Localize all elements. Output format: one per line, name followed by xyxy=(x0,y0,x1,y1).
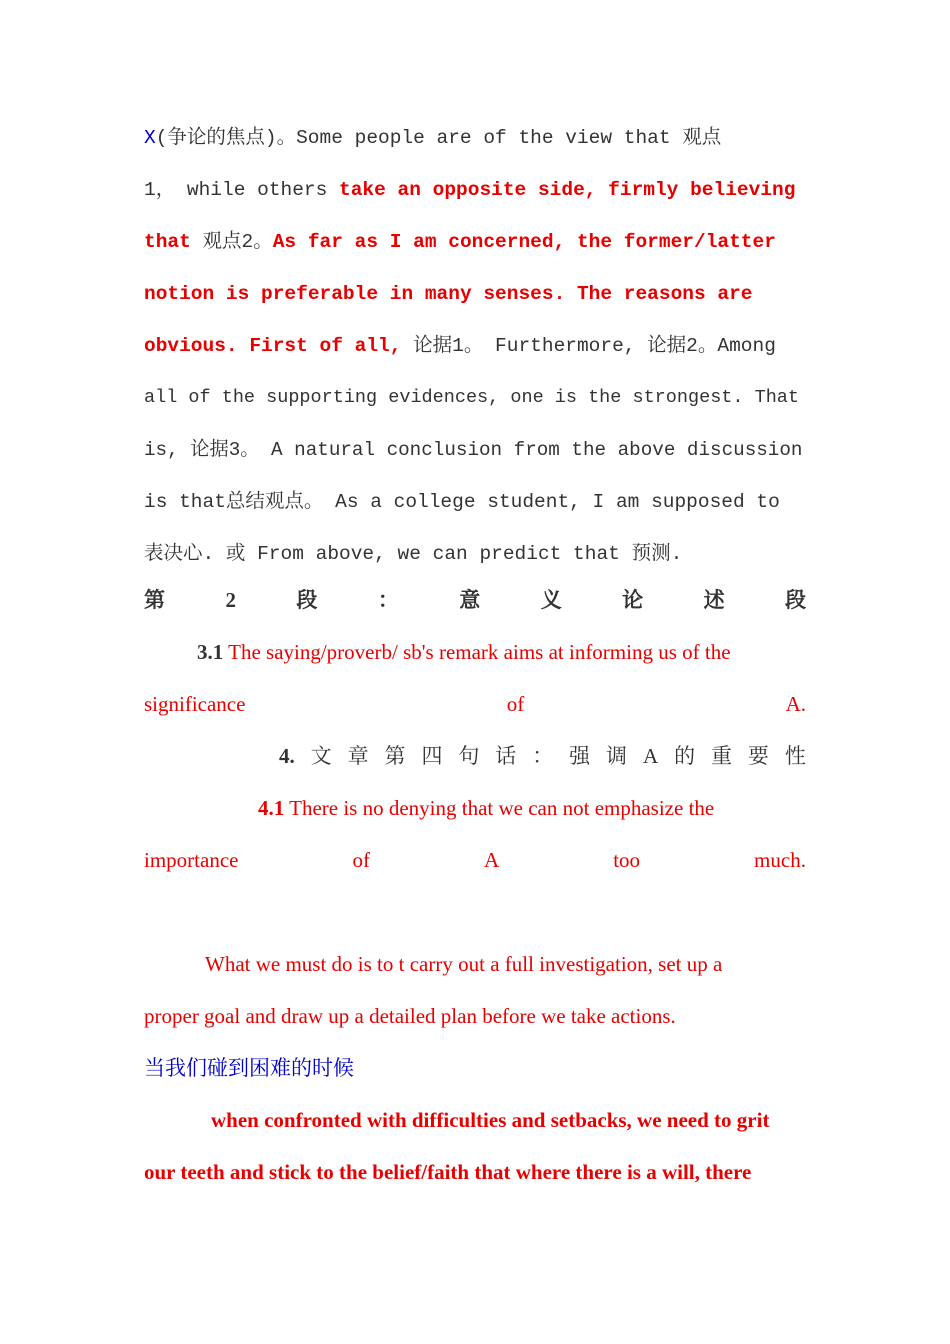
p1-l3-red1: that xyxy=(144,231,191,253)
section-2-heading xyxy=(144,574,806,626)
para-what-l1: What we must do is to t carry out a full investigation, set up a xyxy=(205,952,723,976)
difficulty-heading xyxy=(144,1042,806,1094)
heading-char: 调 xyxy=(606,744,628,768)
p1-line-5 xyxy=(144,320,806,372)
heading-char: 话 xyxy=(495,744,517,768)
heading-char: 的 xyxy=(674,744,696,768)
heading-char: 要 xyxy=(747,744,769,768)
heading-char: 强 xyxy=(569,744,591,768)
word: A xyxy=(484,848,500,872)
item-4-1-text: There is no denying that we can not emphasize the xyxy=(284,796,715,820)
p1-l8: is that总结观点。 As a college student, I am supposed to xyxy=(144,491,780,513)
para-conf-line-2 xyxy=(144,1146,806,1198)
item-3-1-line-2 xyxy=(144,678,806,730)
heading-char: 论 xyxy=(622,588,644,612)
p1-l5-red: obvious. First of all, xyxy=(144,335,402,357)
heading-char: 第 xyxy=(144,588,165,612)
heading-char: ： xyxy=(377,588,399,612)
p1-l3-mid: 观点2。 xyxy=(190,231,273,253)
heading-char: 四 xyxy=(421,744,443,768)
heading-char: 2 xyxy=(225,588,236,612)
p1-line-6 xyxy=(144,372,806,424)
p1-l2-red: take an opposite side, firmly believing xyxy=(339,179,796,201)
heading-char: 述 xyxy=(703,588,725,612)
heading-char: 文 xyxy=(310,744,332,768)
p1-line-2 xyxy=(144,164,806,216)
heading-char: 句 xyxy=(458,744,480,768)
para-what-l2: proper goal and draw up a detailed plan before we take actions. xyxy=(144,1004,676,1028)
heading-char: 重 xyxy=(710,744,732,768)
item-3-1-text: The saying/proverb/ sb's remark aims at informing us of the xyxy=(223,640,731,664)
item-4-1-line-2 xyxy=(144,834,806,886)
word: importance xyxy=(144,848,239,872)
p1-line-7 xyxy=(144,424,806,476)
heading-char: 段 xyxy=(296,588,318,612)
p1-l9: 表决心. 或 From above, we can predict that 预测. xyxy=(144,543,683,565)
topic-x: X xyxy=(144,127,156,149)
heading-char: 性 xyxy=(784,744,806,768)
p1-line-3 xyxy=(144,216,806,268)
para-conf-l2: our teeth and stick to the belief/faith that where there is a will, there xyxy=(144,1160,752,1184)
p1-l2-start: 1， while others xyxy=(144,179,340,201)
heading-char: 章 xyxy=(347,744,369,768)
heading-char: 意 xyxy=(459,588,481,612)
section-4-number: 4. xyxy=(279,744,295,768)
word: of xyxy=(352,848,370,872)
heading-char: 义 xyxy=(540,588,562,612)
item-4-1-line-1 xyxy=(258,782,806,834)
item-3-1-number: 3.1 xyxy=(197,640,224,664)
p1-l6: all of the supporting evidences, one is the strongest. That xyxy=(144,387,800,408)
p1-line-4 xyxy=(144,268,806,320)
heading-char: ： xyxy=(532,744,554,768)
p1-l5-rest: 论据1。 Furthermore, 论据2。Among xyxy=(401,335,776,357)
item-4-1-number: 4.1 xyxy=(258,796,285,820)
word: A. xyxy=(785,692,806,716)
word: significance xyxy=(144,692,246,716)
para-what-line-1 xyxy=(205,938,806,990)
para-what-line-2 xyxy=(144,990,806,1042)
heading-char: A xyxy=(642,744,659,768)
p1-l7: is, 论据3。 A natural conclusion from the above discussion xyxy=(144,439,803,461)
p1-l4-red: notion is preferable in many senses. The reasons are xyxy=(144,283,753,305)
p1-line-8 xyxy=(144,476,806,528)
heading-char: 段 xyxy=(785,588,806,612)
word: too xyxy=(613,848,641,872)
item-3-1-line-1 xyxy=(197,626,806,678)
p1-line-1 xyxy=(144,112,806,164)
para-conf-line-1 xyxy=(211,1094,806,1146)
heading-char: 第 xyxy=(384,744,406,768)
word: of xyxy=(506,692,525,716)
difficulty-heading-text: 当我们碰到困难的时候 xyxy=(144,1056,354,1080)
p1-l3-red2: As far as I am concerned, the former/latter xyxy=(272,231,776,253)
section-4-heading xyxy=(279,730,806,782)
p1-line-9 xyxy=(144,528,806,580)
word: much. xyxy=(754,848,806,872)
para-conf-l1: when confronted with difficulties and setbacks, we need to grit xyxy=(211,1108,770,1132)
p1-l1-text: (争论的焦点)。Some people are of the view that 观点 xyxy=(155,127,722,149)
